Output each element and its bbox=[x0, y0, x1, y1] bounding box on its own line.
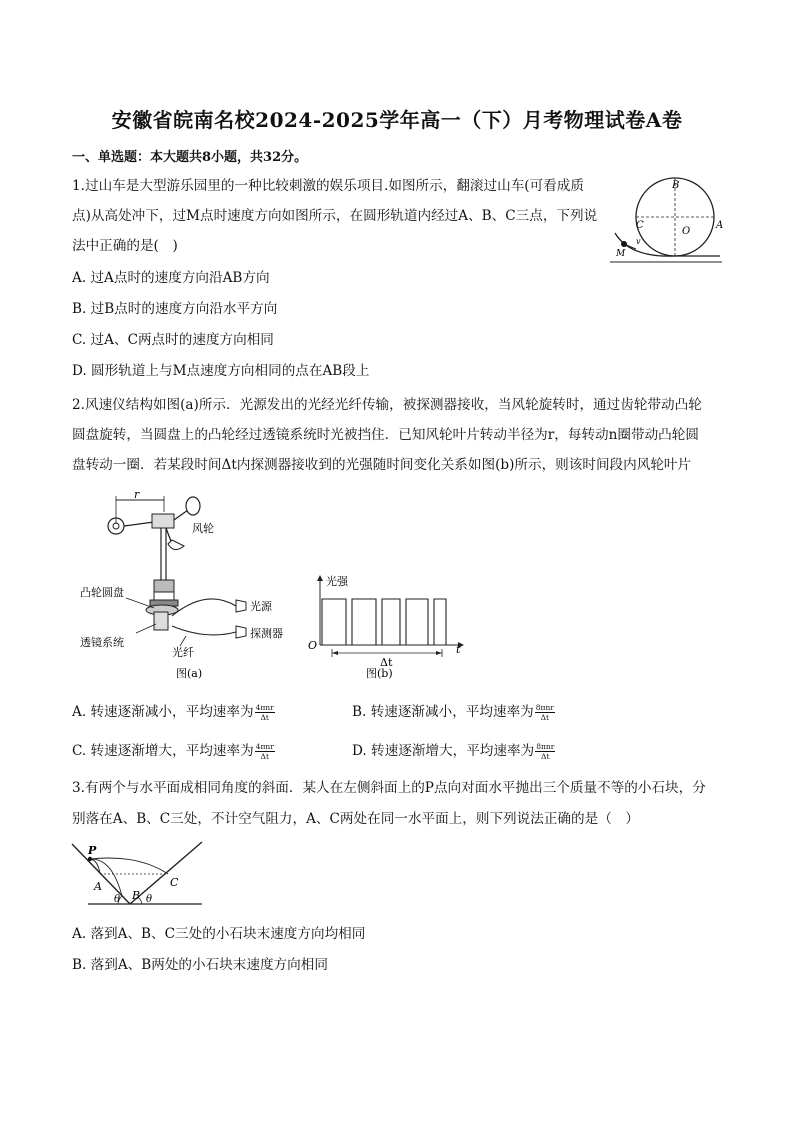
q2-light-intensity-chart bbox=[308, 573, 470, 683]
q2-option-c-text: C. 转速逐渐增大，平均速率为 bbox=[72, 743, 254, 759]
q2-anemometer-figure bbox=[76, 488, 308, 684]
q1-loop-figure bbox=[610, 176, 728, 266]
q3-fig-label-b: B bbox=[132, 889, 141, 902]
q1-option-c[interactable]: C. 过A、C两点时的速度方向相同 bbox=[72, 332, 274, 348]
q1-fig-label-b: B bbox=[672, 180, 680, 191]
q2-option-c-fraction: $\frac{\text{4πnr}}{\Delta t}$ bbox=[255, 742, 274, 761]
page-title: 安徽省皖南名校2024-2025学年高一（下）月考物理试卷A卷 bbox=[111, 108, 683, 132]
q1-option-d[interactable]: D. 圆形轨道上与M点速度方向相同的点在AB段上 bbox=[72, 363, 370, 379]
q2-option-d-fraction: $\frac{\text{8πnr}}{\Delta t}$ bbox=[536, 742, 555, 761]
q3-fig-theta-left: θ bbox=[114, 894, 121, 905]
q2-fig-label-r: r bbox=[134, 488, 140, 501]
q1-option-a[interactable]: A. 过A点时的速度方向沿AB方向 bbox=[72, 270, 270, 286]
q1-fig-label-v: v bbox=[636, 237, 641, 246]
q2-chart-origin: O bbox=[308, 639, 318, 652]
q2-option-b[interactable] bbox=[352, 702, 555, 722]
q2-line-3: 盘转动一圈．若某段时间Δt内探测器接收到的光强随时间变化关系如图(b)所示，则该时间段内风轮叶片 bbox=[72, 457, 692, 473]
q3-fig-label-p: P bbox=[88, 844, 97, 857]
q1-line-1: 1.过山车是大型游乐园里的一种比较刺激的娱乐项目.如图所示，翻滚过山车(可看成质 bbox=[72, 178, 584, 194]
q3-line-2: 别落在A、B、C三处，不计空气阻力，A、C两处在同一水平面上，则下列说法正确的是（ ） bbox=[72, 811, 639, 827]
q3-fig-label-c: C bbox=[170, 876, 179, 889]
q3-fig-label-a: A bbox=[94, 880, 102, 893]
q2-option-b-fraction: $\frac{\text{8πnr}}{\Delta t}$ bbox=[535, 703, 554, 722]
q2-option-d-text: D. 转速逐渐增大，平均速率为 bbox=[352, 743, 535, 759]
q2-fig-caption-a: 图(a) bbox=[176, 667, 203, 680]
q2-option-a-text: A. 转速逐渐减小，平均速率为 bbox=[72, 704, 254, 720]
q2-fig-label-wheel: 风轮 bbox=[192, 522, 214, 535]
q2-line-1: 2.风速仪结构如图(a)所示．光源发出的光经光纤传输，被探测器接收，当风轮旋转时，通过齿轮带动凸轮 bbox=[72, 397, 702, 413]
section-heading: 一、单选题：本大题共8小题，共32分。 bbox=[72, 150, 308, 165]
q1-option-b[interactable]: B. 过B点时的速度方向沿水平方向 bbox=[72, 301, 278, 317]
q1-fig-label-m: M bbox=[616, 249, 626, 259]
q1-fig-label-c: C bbox=[636, 220, 644, 231]
q3-fig-theta-right: θ bbox=[146, 894, 153, 905]
q3-incline-figure bbox=[70, 840, 210, 910]
q2-fig-label-source: 光源 bbox=[250, 600, 272, 613]
q2-option-b-text: B. 转速逐渐减小，平均速率为 bbox=[352, 704, 534, 720]
q2-fig-label-fiber: 光纤 bbox=[172, 646, 194, 659]
q2-chart-t: t bbox=[456, 643, 461, 656]
q1-line-2: 点)从高处冲下，过M点时速度方向如图所示，在圆形轨道内经过A、B、C三点，下列说 bbox=[72, 208, 598, 224]
q3-option-b[interactable]: B. 落到A、B两处的小石块末速度方向相同 bbox=[72, 957, 328, 973]
q2-fig-label-lens: 透镜系统 bbox=[80, 636, 124, 649]
q2-option-a[interactable] bbox=[72, 702, 275, 722]
q2-fig-label-cam: 凸轮圆盘 bbox=[80, 586, 124, 599]
q2-chart-ylabel: 光强 bbox=[326, 575, 348, 588]
q3-option-a[interactable]: A. 落到A、B、C三处的小石块末速度方向均相同 bbox=[72, 926, 366, 942]
q2-option-c[interactable] bbox=[72, 741, 275, 761]
q3-line-1: 3.有两个与水平面成相同角度的斜面．某人在左侧斜面上的P点向对面水平抛出三个质量不等的小石块，分 bbox=[72, 780, 706, 796]
q2-fig-label-detector: 探测器 bbox=[250, 627, 283, 640]
q2-option-d[interactable] bbox=[352, 741, 555, 761]
q1-fig-label-o: O bbox=[682, 226, 691, 237]
q1-fig-label-a: A bbox=[716, 220, 724, 231]
q2-fig-caption-b: 图(b) bbox=[366, 667, 393, 680]
q2-line-2: 圆盘旋转，当圆盘上的凸轮经过透镜系统时光被挡住．已知风轮叶片转动半径为r，每转动n圈带动凸轮圆 bbox=[72, 427, 699, 443]
q1-line-3: 法中正确的是( ) bbox=[72, 238, 178, 254]
q2-option-a-fraction: $\frac{\text{4πnr}}{\Delta t}$ bbox=[255, 703, 274, 722]
q2-chart-dt: Δt bbox=[380, 656, 393, 669]
